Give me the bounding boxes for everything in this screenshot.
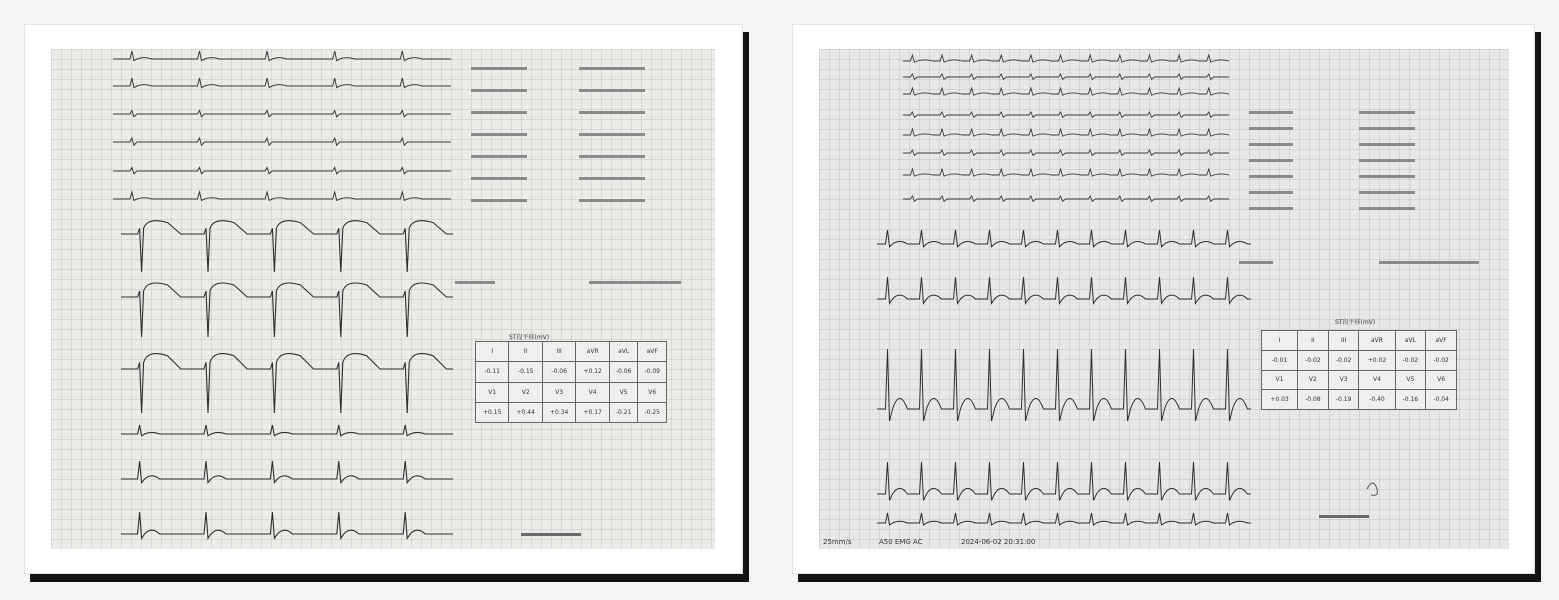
st-table-right-cell: V6 xyxy=(1426,370,1457,390)
st-table-left-cell: aVF xyxy=(638,342,667,362)
ecg-precordial-trace xyxy=(877,349,1251,421)
st-table-left-cell: V6 xyxy=(638,382,667,402)
st-table-left-cell: aVL xyxy=(609,342,638,362)
interpretation-text-line xyxy=(579,155,645,158)
st-table-left-cell: V1 xyxy=(476,382,509,402)
ecg-paper-left xyxy=(51,49,715,549)
ecg-lead-trace xyxy=(903,112,1229,117)
measurement-text-line xyxy=(471,89,527,92)
st-table-right-cell: -0.40 xyxy=(1359,390,1395,410)
st-table-right-cell: I xyxy=(1262,331,1298,351)
st-table-right-cell: -0.04 xyxy=(1426,390,1457,410)
measurement-text-line xyxy=(1249,207,1293,210)
st-table-right-cell: -0.16 xyxy=(1395,390,1426,410)
ecg-lead-trace xyxy=(903,150,1229,155)
measurement-text-line xyxy=(471,155,527,158)
st-table-left-cell: +0.15 xyxy=(476,402,509,422)
st-table-right-row xyxy=(1262,390,1457,410)
st-deviation-table-right xyxy=(1261,330,1457,410)
st-table-left-cell: V2 xyxy=(509,382,542,402)
ecg-lead-trace xyxy=(903,169,1229,176)
st-table-right-cell: II xyxy=(1298,331,1329,351)
st-table-right-cell: -0.02 xyxy=(1426,350,1457,370)
interpretation-text-line xyxy=(1359,159,1415,162)
ecg-lead-trace xyxy=(903,74,1229,79)
st-table-left-cell: -0.25 xyxy=(638,402,667,422)
st-table-left-cell: +0.34 xyxy=(542,402,575,422)
st-table-right-cell: aVL xyxy=(1395,331,1426,351)
interpretation-text-line xyxy=(1359,175,1415,178)
handwritten-mark xyxy=(1367,483,1377,495)
measurement-text-line xyxy=(1249,127,1293,130)
advice-text-line xyxy=(1379,261,1479,264)
interpretation-text-line xyxy=(1359,111,1415,114)
ecg-lead-trace xyxy=(903,88,1229,95)
st-table-left-cell: +0.44 xyxy=(509,402,542,422)
interpretation-text-line xyxy=(1359,127,1415,130)
filter-settings-text: A50 EMG AC xyxy=(879,538,923,546)
interpretation-text-line xyxy=(579,133,645,136)
st-table-right-cell: V1 xyxy=(1262,370,1298,390)
st-table-right-cell: V4 xyxy=(1359,370,1395,390)
ecg-paper-right xyxy=(819,49,1509,549)
st-table-left-cell: -0.11 xyxy=(476,362,509,382)
st-table-right-cell: +0.03 xyxy=(1262,390,1298,410)
interpretation-text-line xyxy=(579,177,645,180)
footer-text-line xyxy=(521,533,581,536)
st-table-left-cell: -0.15 xyxy=(509,362,542,382)
interpretation-text-line xyxy=(579,199,645,202)
st-table-right-row xyxy=(1262,331,1457,351)
ecg-precordial-trace xyxy=(121,221,453,272)
st-table-right-row xyxy=(1262,370,1457,390)
st-table-right-cell: V3 xyxy=(1328,370,1359,390)
measurement-text-line xyxy=(1249,175,1293,178)
st-table-left-cell: -0.06 xyxy=(542,362,575,382)
st-table-left-cell: II xyxy=(509,342,542,362)
ecg-lead-trace xyxy=(903,196,1229,201)
st-table-right-cell: V2 xyxy=(1298,370,1329,390)
st-table-right-cell: -0.02 xyxy=(1328,350,1359,370)
measurement-text-line xyxy=(471,133,527,136)
interpretation-text-line xyxy=(579,67,645,70)
ecg-lead-trace xyxy=(113,138,451,145)
measurement-text-line xyxy=(471,111,527,114)
interpretation-text-line xyxy=(1359,143,1415,146)
st-table-right-cell: -0.08 xyxy=(1298,390,1329,410)
st-table-right-cell: +0.02 xyxy=(1359,350,1395,370)
physician-text-line xyxy=(455,281,495,284)
measurement-text-line xyxy=(1249,143,1293,146)
st-table-right-cell: -0.02 xyxy=(1298,350,1329,370)
ecg-lead-trace xyxy=(113,78,451,88)
st-table-right-cell: -0.02 xyxy=(1395,350,1426,370)
measurement-text-line xyxy=(471,199,527,202)
ecg-photo-left-frame xyxy=(24,24,743,574)
ecg-photo-right-frame xyxy=(792,24,1535,574)
st-deviation-table-left xyxy=(475,341,667,423)
st-table-right-cell: -0.01 xyxy=(1262,350,1298,370)
st-table-left-cell: V5 xyxy=(609,382,638,402)
st-table-left-cell: -0.21 xyxy=(609,402,638,422)
measurement-text-line xyxy=(471,67,527,70)
st-table-left-cell: III xyxy=(542,342,575,362)
ecg-lead-trace xyxy=(903,129,1229,136)
ecg-lead-trace xyxy=(113,192,451,200)
ecg-precordial-trace xyxy=(121,461,453,483)
st-table-left-row xyxy=(476,382,667,402)
recording-datetime-text: 2024-06-02 20:31:00 xyxy=(961,538,1036,546)
st-table-right-row xyxy=(1262,350,1457,370)
measurement-text-line xyxy=(1249,191,1293,194)
paper-speed-text: 25mm/s xyxy=(823,538,852,546)
ecg-lead-trace xyxy=(113,168,451,174)
st-table-left-cell: -0.09 xyxy=(638,362,667,382)
ecg-lead-trace xyxy=(903,55,1229,62)
ecg-traces-left xyxy=(51,49,715,549)
st-table-right-cell: aVF xyxy=(1426,331,1457,351)
interpretation-text-line xyxy=(1359,191,1415,194)
st-table-left-row xyxy=(476,402,667,422)
interpretation-text-line xyxy=(579,89,645,92)
st-table-left-cell: I xyxy=(476,342,509,362)
interpretation-text-line xyxy=(1359,207,1415,210)
ecg-precordial-trace xyxy=(121,354,453,413)
st-table-left-cell: V4 xyxy=(576,382,609,402)
ecg-precordial-trace xyxy=(121,512,453,538)
st-table-left-row xyxy=(476,342,667,362)
advice-text-line xyxy=(589,281,681,284)
ecg-lead-trace xyxy=(113,51,451,61)
st-table-left-cell: V3 xyxy=(542,382,575,402)
st-table-title-right: ST段平移(mV) xyxy=(1335,319,1376,326)
ecg-precordial-trace xyxy=(877,277,1251,303)
st-table-right-cell: V5 xyxy=(1395,370,1426,390)
measurement-text-line xyxy=(1249,111,1293,114)
st-table-left-cell: +0.17 xyxy=(576,402,609,422)
st-table-left-cell: -0.06 xyxy=(609,362,638,382)
measurement-text-line xyxy=(1249,159,1293,162)
st-table-right-cell: aVR xyxy=(1359,331,1395,351)
st-table-title-left: ST段平移(mV) xyxy=(509,334,550,341)
measurement-text-line xyxy=(471,177,527,180)
physician-text-line xyxy=(1239,261,1273,264)
ecg-precordial-trace xyxy=(877,230,1251,247)
footer-text-line xyxy=(1319,515,1369,518)
ecg-precordial-trace xyxy=(877,513,1251,525)
st-table-left-cell: +0.12 xyxy=(576,362,609,382)
ecg-precordial-trace xyxy=(121,425,453,436)
st-table-right-cell: III xyxy=(1328,331,1359,351)
st-table-left-row xyxy=(476,362,667,382)
st-table-left-cell: aVR xyxy=(576,342,609,362)
interpretation-text-line xyxy=(579,111,645,114)
ecg-lead-trace xyxy=(113,111,451,117)
ecg-precordial-trace xyxy=(877,462,1251,500)
ecg-precordial-trace xyxy=(121,283,453,337)
st-table-right-cell: -0.19 xyxy=(1328,390,1359,410)
ecg-traces-right xyxy=(819,49,1509,549)
